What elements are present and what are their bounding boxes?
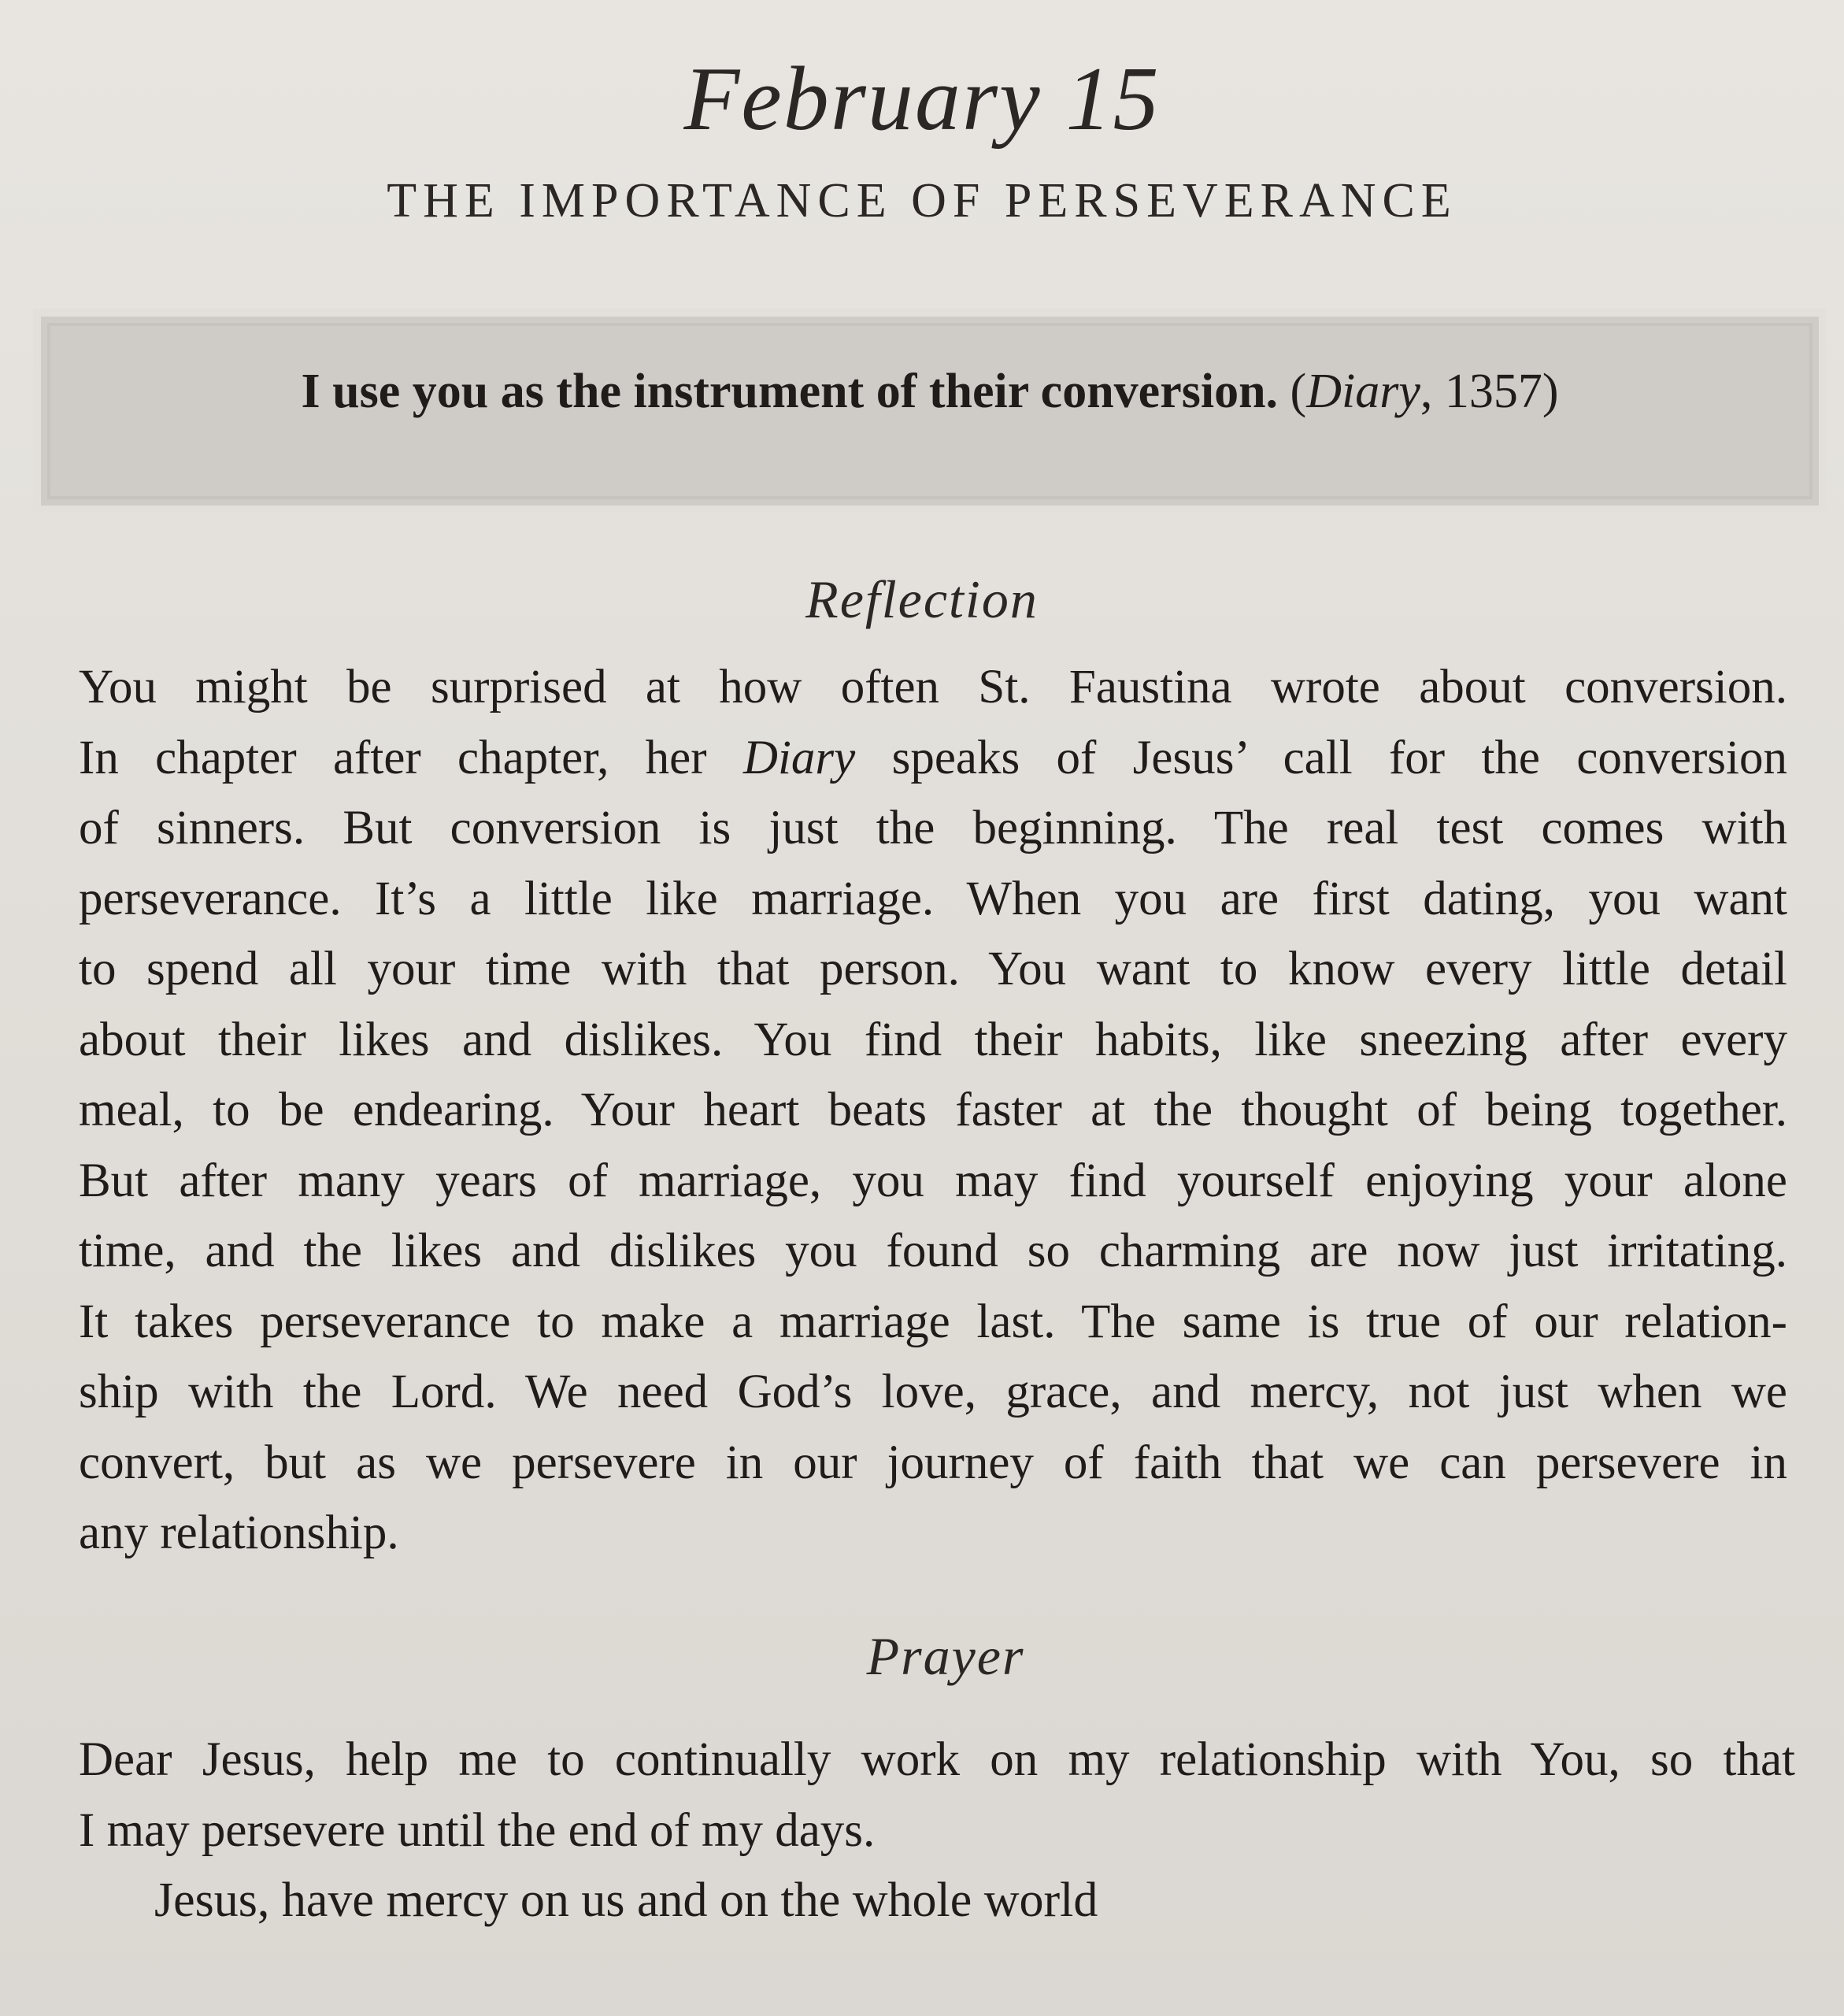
quote-body: I use you as the instrument of their conversion. bbox=[301, 365, 1279, 418]
reflection-line-work-title: Diary bbox=[742, 731, 856, 784]
reflection-line: of sinners. But conversion is just the beginning. The real test comes with bbox=[79, 802, 1787, 854]
reflection-line: ship with the Lord. We need God’s love, grace, and mercy, not just when we bbox=[79, 1366, 1787, 1418]
quote-citation-work: Diary bbox=[1306, 365, 1420, 418]
reflection-line: perseverance. It’s a little like marriage. When you are first dating, you want bbox=[79, 872, 1787, 925]
prayer-closing: Jesus, have mercy on us and on the whole world bbox=[154, 1873, 1098, 1927]
prayer-heading: Prayer bbox=[866, 1626, 1025, 1686]
reflection-heading: Reflection bbox=[805, 569, 1039, 629]
reflection-line-part: In chapter after chapter, her bbox=[79, 731, 743, 784]
reflection-line bbox=[79, 723, 1787, 794]
quote-citation bbox=[1290, 365, 1559, 418]
reflection-line: about their likes and dislikes. You find their habits, like sneezing after every bbox=[79, 1013, 1787, 1066]
quote-citation-open: ( bbox=[1290, 365, 1307, 418]
prayer-paragraph bbox=[79, 1725, 1795, 1866]
reflection-paragraph bbox=[79, 652, 1787, 1569]
reflection-line: any relationship. bbox=[79, 1506, 399, 1559]
prayer-line: I may persevere until the end of my days. bbox=[79, 1803, 876, 1857]
reflection-line-part: speaks of Jesus’ call for the conversion bbox=[855, 731, 1787, 784]
reflection-line: But after many years of marriage, you may find yourself enjoying your alone bbox=[79, 1154, 1787, 1207]
reflection-line: It takes perseverance to make a marriage last. The same is true of our relation- bbox=[79, 1295, 1787, 1348]
quote-citation-rest: , 1357) bbox=[1420, 365, 1559, 418]
page-title: THE IMPORTANCE OF PERSEVERANCE bbox=[387, 174, 1457, 228]
prayer-line: Dear Jesus, help me to continually work on my relationship with You, so that bbox=[79, 1733, 1795, 1786]
reflection-line: You might be surprised at how often St. Faustina wrote about conversion. bbox=[79, 661, 1787, 713]
quote-box bbox=[33, 309, 1827, 513]
reflection-line: time, and the likes and dislikes you found so charming are now just irritating. bbox=[79, 1225, 1787, 1277]
page-date-heading: February 15 bbox=[683, 49, 1161, 150]
quote-text bbox=[41, 364, 1819, 420]
reflection-line: meal, to be endearing. Your heart beats faster at the thought of being together. bbox=[79, 1084, 1787, 1136]
reflection-line: convert, but as we persevere in our journey of faith that we can persevere in bbox=[79, 1436, 1787, 1489]
reflection-line: to spend all your time with that person. You want to know every little detail bbox=[79, 943, 1787, 995]
